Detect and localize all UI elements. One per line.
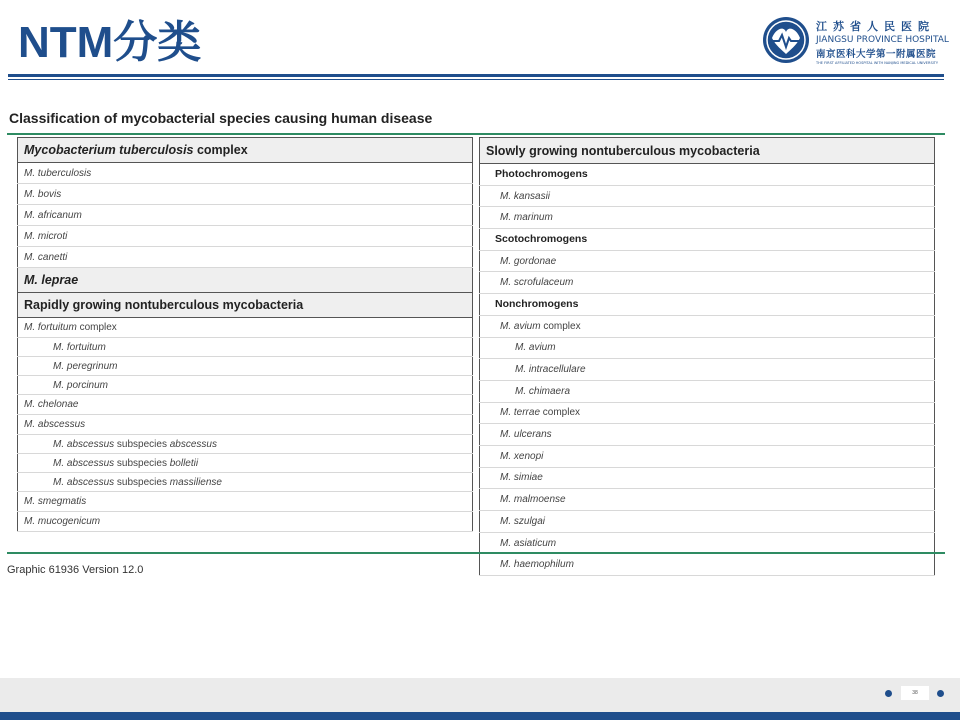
logo-affiliation-chinese: 南京医科大学第一附属医院 [816,49,937,60]
graphic-top-rule [7,133,945,135]
slow-growers-header: Slowly growing nontuberculous mycobacteria [480,138,935,164]
list-item: M. abscessus subspecies abscessus [18,435,473,454]
list-item: M. smegmatis [18,492,473,512]
logo-chinese-name: 江苏省人民医院 [816,20,935,33]
header-divider [8,74,944,77]
list-item: M. fortuitum [18,338,473,357]
list-item: M. abscessus subspecies bolletii [18,454,473,473]
list-item: M. peregrinum [18,357,473,376]
logo-affiliation-english: THE FIRST AFFILIATED HOSPITAL WITH NANJING MEDICAL UNIVERSITY [816,61,938,65]
graphic-title: Classification of mycobacterial species causing human disease [9,110,433,126]
slide-footer-bar [0,712,960,720]
list-item: M. kansasii [480,185,935,207]
list-item: M. avium complex [480,315,935,337]
list-item: M. malmoense [480,489,935,511]
page-number: 38 [901,686,929,700]
list-item: M. xenopi [480,445,935,467]
logo-english-name: JIANGSU PROVINCE HOSPITAL [816,35,949,45]
list-item: M. terrae complex [480,402,935,424]
graphic-bottom-rule [7,552,945,554]
slide-footer-band [0,678,960,712]
list-item: M. chelonae [18,395,473,415]
nonchromogens-label: Nonchromogens [480,294,935,316]
list-item: M. mucogenicum [18,512,473,532]
footer-dot-icon [937,690,944,697]
list-item: M. marinum [480,207,935,229]
list-item: M. abscessus subspecies massiliense [18,473,473,492]
leprae-header: M. leprae [18,268,473,293]
list-item: M. microti [18,226,473,247]
scotochromogens-label: Scotochromogens [480,229,935,251]
header-divider-thin [8,79,944,80]
list-item: M. gordonae [480,250,935,272]
list-item: M. africanum [18,205,473,226]
rapid-growers-header: Rapidly growing nontuberculous mycobacteria [18,293,473,318]
list-item: M. avium [480,337,935,359]
list-item: M. asiaticum [480,532,935,554]
list-item: M. abscessus [18,415,473,435]
list-item: M. canetti [18,247,473,268]
list-item: M. scrofulaceum [480,272,935,294]
graphic-version-footer: Graphic 61936 Version 12.0 [7,564,144,576]
right-classification-table [479,137,935,576]
slide-title: NTM分类 [18,18,202,67]
list-item: M. bovis [18,184,473,205]
list-item: M. porcinum [18,376,473,395]
list-item: M. chimaera [480,380,935,402]
left-classification-table [17,137,473,532]
list-item: M. tuberculosis [18,163,473,184]
photochromogens-label: Photochromogens [480,164,935,186]
list-item: M. simiae [480,467,935,489]
list-item: M. haemophilum [480,554,935,576]
hospital-emblem-icon [762,16,810,64]
mtb-complex-header: Mycobacterium tuberculosis complex [18,138,473,163]
list-item: M. intracellulare [480,359,935,381]
footer-dot-icon [885,690,892,697]
list-item: M. ulcerans [480,424,935,446]
hospital-logo [760,14,949,68]
list-item: M. szulgai [480,511,935,533]
list-item: M. fortuitum complex [18,318,473,338]
